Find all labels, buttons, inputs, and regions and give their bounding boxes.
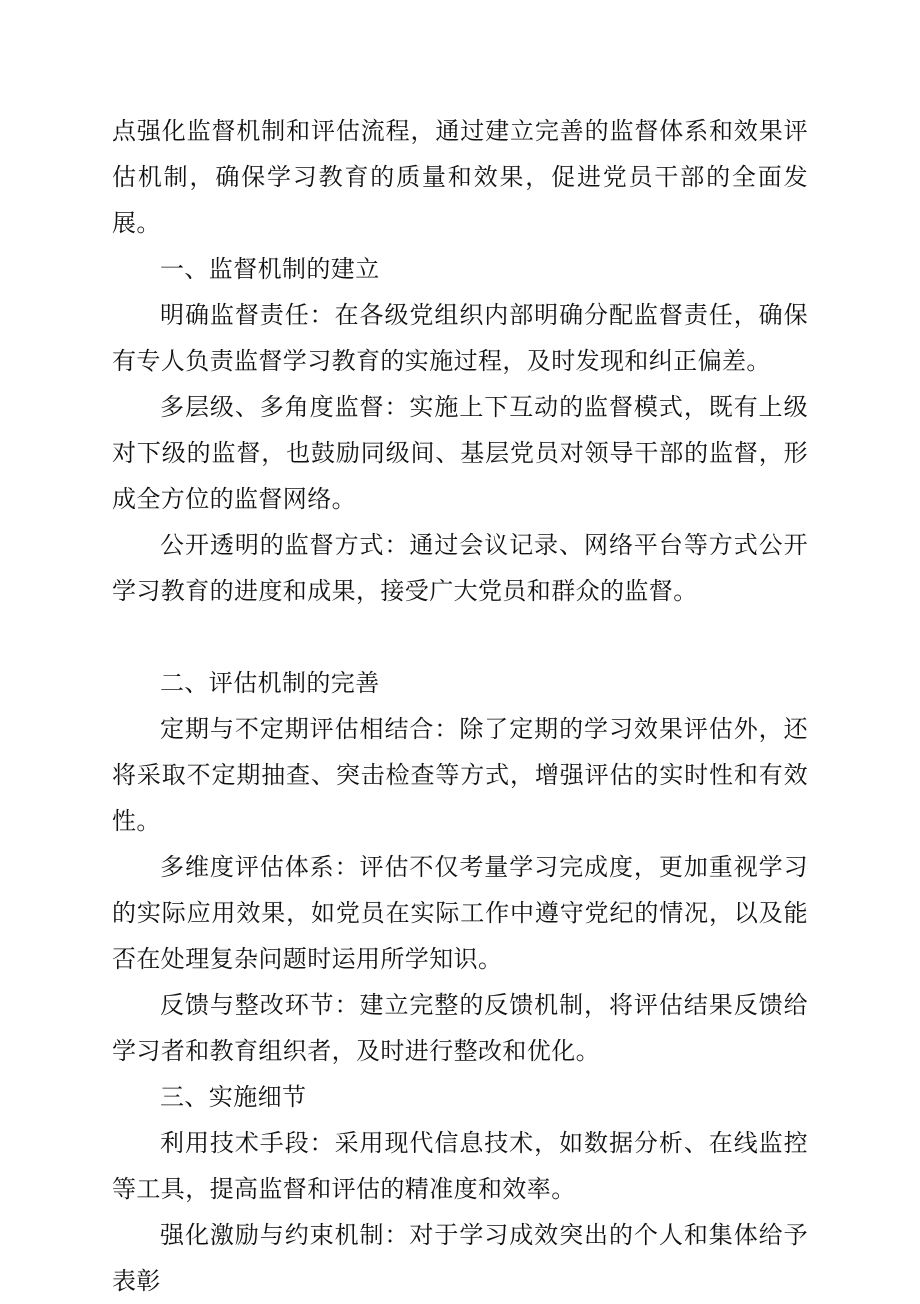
section-heading-2: 二、评估机制的完善 [160,669,380,697]
paragraph: 强化激励与约束机制：对于学习成效突出的个人和集体给予表彰 [112,1221,808,1295]
section-heading-3: 三、实施细节 [160,1083,307,1111]
document-body [112,108,808,1304]
paragraph: 多维度评估体系：评估不仅考量学习完成度，更加重视学习的实际应用效果，如党员在实际工作中遵守党纪的情况，以及能否在处理复杂问题时运用所学知识。 [112,853,808,973]
paragraph: 利用技术手段：采用现代信息技术，如数据分析、在线监控等工具，提高监督和评估的精准度和效率。 [112,1129,808,1203]
blank-line [112,614,808,660]
paragraph: 多层级、多角度监督：实施上下互动的监督模式，既有上级对下级的监督，也鼓励同级间、基层党员对领导干部的监督，形成全方位的监督网络。 [112,393,808,513]
paragraph-continuation: 点强化监督机制和评估流程，通过建立完善的监督体系和效果评估机制，确保学习教育的质量和效果，促进党员干部的全面发展。 [112,117,808,237]
paragraph: 反馈与整改环节：建立完整的反馈机制，将评估结果反馈给学习者和教育组织者，及时进行整改和优化。 [112,991,808,1065]
paragraph: 公开透明的监督方式：通过会议记录、网络平台等方式公开学习教育的进度和成果，接受广大党员和群众的监督。 [112,531,808,605]
paragraph: 定期与不定期评估相结合：除了定期的学习效果评估外，还将采取不定期抽查、突击检查等方式，增强评估的实时性和有效性。 [112,715,808,835]
paragraph: 明确监督责任：在各级党组织内部明确分配监督责任，确保有专人负责监督学习教育的实施过程，及时发现和纠正偏差。 [112,301,808,375]
section-heading-1: 一、监督机制的建立 [160,255,380,283]
